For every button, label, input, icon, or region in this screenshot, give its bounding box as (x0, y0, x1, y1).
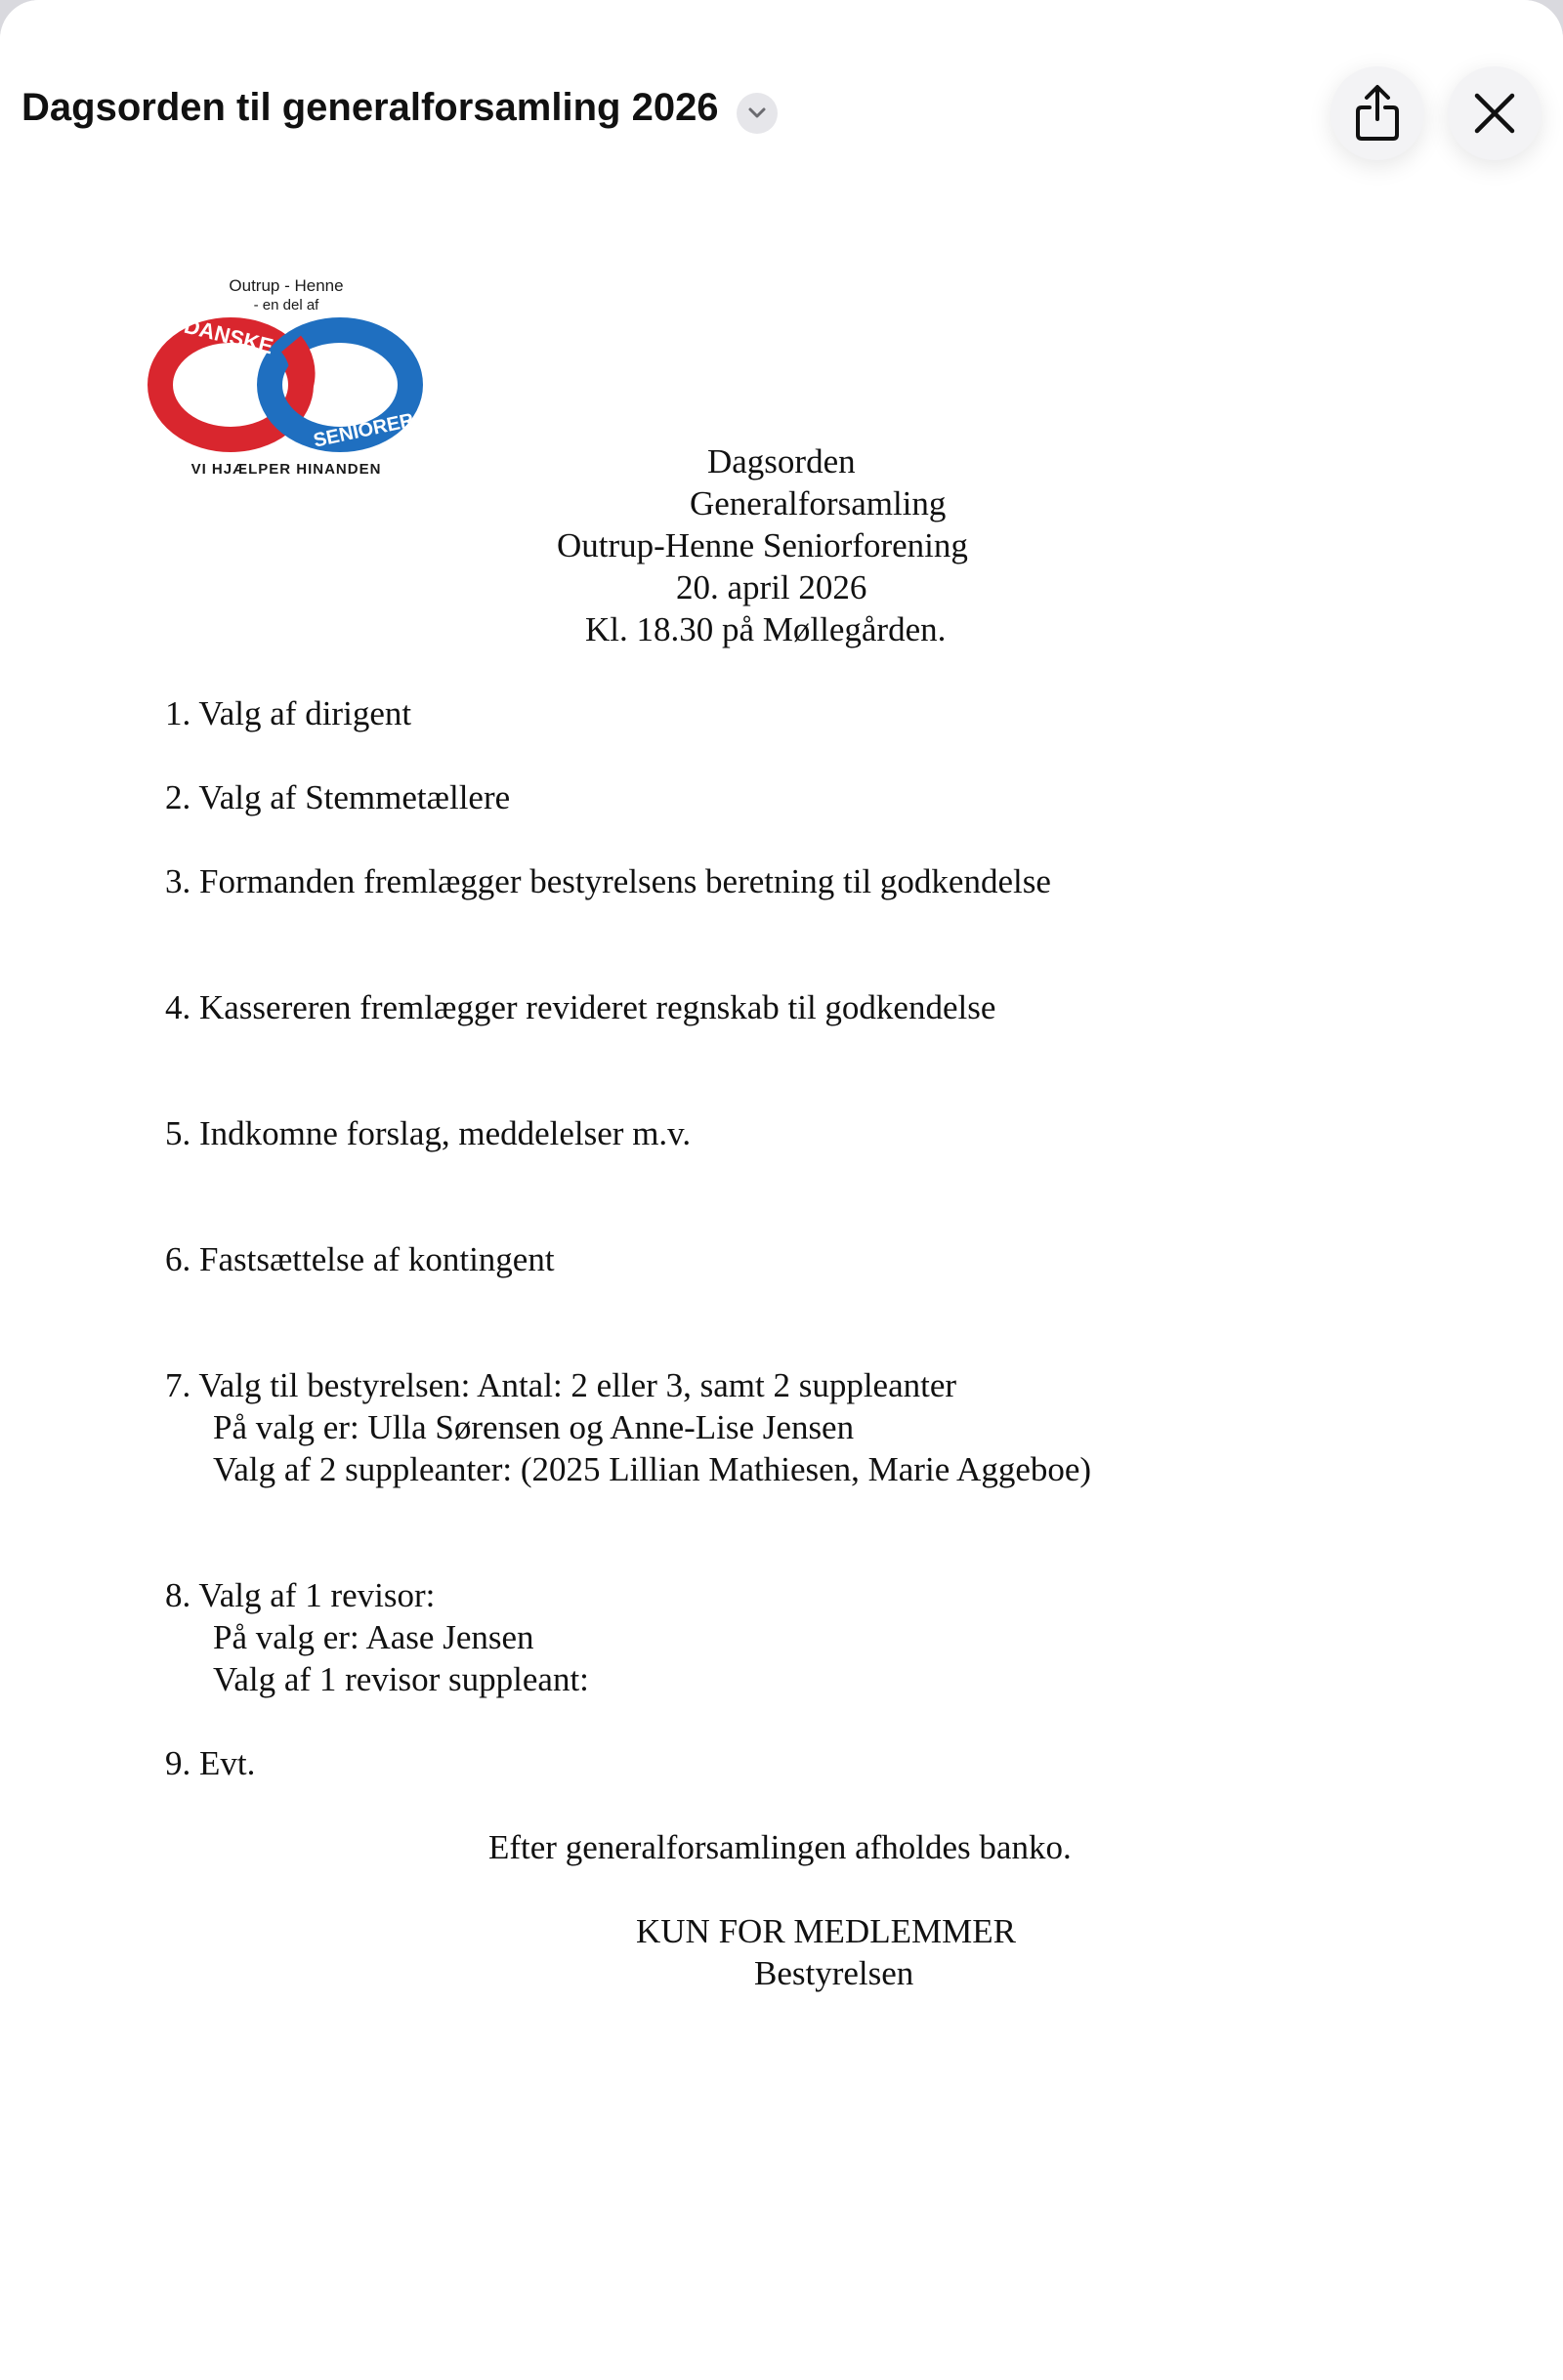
agenda-item: 5. Indkomne forslag, meddelelser m.v. (165, 1114, 692, 1152)
document-title[interactable]: Dagsorden til generalforsamling 2026 (21, 86, 719, 129)
agenda-item: 4. Kassereren fremlægger revideret regnskab til godkendelse (165, 988, 996, 1026)
agenda-item: 3. Formanden fremlægger bestyrelsens beretning til godkendelse (165, 862, 1051, 900)
association-name: Outrup-Henne Seniorforening (557, 526, 968, 564)
agenda-item: 9. Evt. (165, 1744, 256, 1782)
signature: Bestyrelsen (754, 1954, 914, 1992)
danske-seniorer-logo (145, 275, 428, 480)
agenda-item: 6. Fastsættelse af kontingent (165, 1240, 555, 1278)
logo-line2: - en del af (253, 297, 319, 313)
logo-line1: Outrup - Henne (229, 276, 344, 295)
agenda-subline: På valg er: Ulla Sørensen og Anne-Lise Jensen (213, 1408, 855, 1446)
logo-tagline: VI HJÆLPER HINANDEN (190, 461, 382, 478)
viewer-title-bar (0, 0, 1563, 195)
meeting-time-place: Kl. 18.30 på Møllegården. (585, 610, 947, 648)
agenda-subline: Valg af 2 suppleanter: (2025 Lillian Mathiesen, Marie Aggeboe) (213, 1450, 1092, 1488)
share-icon (1354, 84, 1401, 143)
agenda-subline: På valg er: Aase Jensen (213, 1618, 534, 1656)
close-button[interactable] (1448, 66, 1542, 160)
share-button[interactable] (1331, 66, 1424, 160)
agenda-item: 8. Valg af 1 revisor: (165, 1576, 436, 1614)
agenda-heading: Dagsorden (707, 442, 856, 480)
meeting-type: Generalforsamling (690, 484, 947, 522)
close-icon (1473, 92, 1516, 135)
logo-ring-left-text: DANSKE (182, 313, 276, 359)
footer-note: Efter generalforsamlingen afholdes banko. (488, 1828, 1072, 1866)
logo-ring-right-text: SENIORER (311, 409, 416, 452)
agenda-item: 7. Valg til bestyrelsen: Antal: 2 eller 3, samt 2 suppleanter (165, 1366, 957, 1404)
meeting-date: 20. april 2026 (676, 568, 867, 606)
members-only-notice: KUN FOR MEDLEMMER (636, 1912, 1016, 1950)
chevron-down-icon[interactable] (737, 93, 778, 134)
agenda-subline: Valg af 1 revisor suppleant: (213, 1660, 589, 1698)
agenda-item: 1. Valg af dirigent (165, 694, 412, 732)
agenda-item: 2. Valg af Stemmetællere (165, 778, 511, 816)
